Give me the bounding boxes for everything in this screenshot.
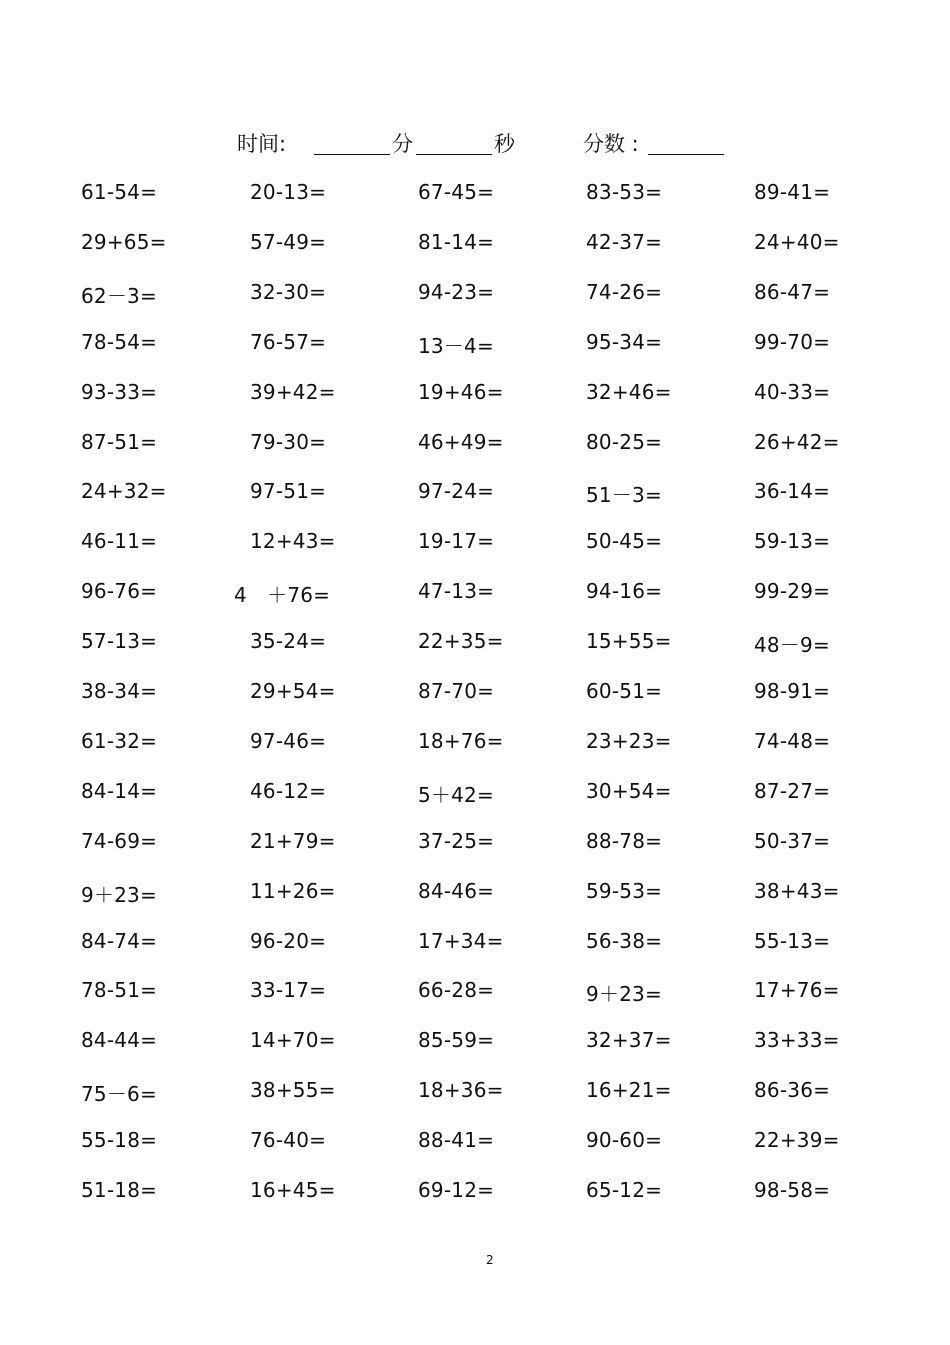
problem-row <box>0 579 950 609</box>
problem-item: 47-13= <box>418 579 495 604</box>
problem-item: 19+46= <box>418 379 504 404</box>
problem-item: 51－3= <box>586 483 662 508</box>
second-label: 秒 <box>494 132 515 156</box>
problem-item: 29+65= <box>81 229 167 254</box>
problem-item: 37-25= <box>418 828 495 853</box>
problem-item: 50-37= <box>754 828 831 853</box>
problem-item: 65-12= <box>586 1178 663 1202</box>
problem-item: 46-12= <box>250 778 327 803</box>
problem-item: 33-17= <box>250 978 327 1003</box>
problem-item: 84-46= <box>418 878 495 903</box>
problem-item: 88-78= <box>586 828 663 853</box>
problem-item: 38-34= <box>81 679 158 703</box>
problem-row <box>0 1078 950 1108</box>
problem-item: 4 ＋76= <box>234 583 331 608</box>
problem-item: 87-70= <box>418 679 495 703</box>
problem-item: 74-48= <box>754 728 831 753</box>
problem-item: 95-34= <box>586 329 663 354</box>
problem-item: 96-20= <box>250 928 327 953</box>
problem-item: 46+49= <box>418 429 504 454</box>
problem-item: 11+26= <box>250 878 336 903</box>
problem-row <box>0 230 950 260</box>
problem-item: 38+55= <box>250 1078 336 1103</box>
problem-item: 57-49= <box>250 229 327 254</box>
problem-row <box>0 280 950 310</box>
problem-item: 86-47= <box>754 279 831 304</box>
problem-item: 74-26= <box>586 279 663 304</box>
problem-item: 38+43= <box>754 878 840 903</box>
problem-item: 51-18= <box>81 1178 158 1202</box>
problem-item: 94-23= <box>418 279 495 304</box>
problem-item: 18+36= <box>418 1078 504 1103</box>
problem-row <box>0 879 950 909</box>
problem-item: 85-59= <box>418 1028 495 1053</box>
problem-item: 46-11= <box>81 529 158 554</box>
problem-item: 84-74= <box>81 928 158 953</box>
problem-item: 97-24= <box>418 479 495 504</box>
problem-item: 20-13= <box>250 180 327 204</box>
problem-item: 87-27= <box>754 778 831 803</box>
problem-item: 22+35= <box>418 629 504 654</box>
problem-item: 97-51= <box>250 479 327 504</box>
problem-row <box>0 529 950 559</box>
problem-item: 9＋23= <box>81 882 157 907</box>
problem-row <box>0 380 950 410</box>
problem-item: 76-40= <box>250 1128 327 1153</box>
problem-item: 9＋23= <box>586 982 662 1007</box>
problem-row <box>0 180 950 210</box>
problem-row <box>0 978 950 1008</box>
problem-item: 84-44= <box>81 1028 158 1053</box>
problem-row <box>0 1028 950 1058</box>
problem-item: 12+43= <box>250 529 336 554</box>
score-label: 分数 : <box>583 132 639 156</box>
problem-row <box>0 829 950 859</box>
problem-item: 88-41= <box>418 1128 495 1153</box>
problem-item: 32+37= <box>586 1028 672 1053</box>
problem-item: 18+76= <box>418 728 504 753</box>
problem-item: 32-30= <box>250 279 327 304</box>
problem-item: 17+34= <box>418 928 504 953</box>
problem-row <box>0 1128 950 1158</box>
problem-item: 90-60= <box>586 1128 663 1153</box>
minute-label: 分 <box>392 132 413 156</box>
problem-item: 59-13= <box>754 529 831 554</box>
problem-row <box>0 430 950 460</box>
problem-row <box>0 679 950 709</box>
problem-item: 19-17= <box>418 529 495 554</box>
problem-item: 24+40= <box>754 229 840 254</box>
problem-item: 32+46= <box>586 379 672 404</box>
problem-item: 35-24= <box>250 629 327 654</box>
problem-item: 93-33= <box>81 379 158 404</box>
problem-item: 22+39= <box>754 1128 840 1153</box>
problem-item: 50-45= <box>586 529 663 554</box>
problem-item: 83-53= <box>586 180 663 204</box>
problem-item: 14+70= <box>250 1028 336 1053</box>
problem-row <box>0 779 950 809</box>
problem-item: 61-54= <box>81 180 158 204</box>
problem-row <box>0 929 950 959</box>
problem-item: 5＋42= <box>418 782 494 807</box>
problem-item: 23+23= <box>586 728 672 753</box>
problem-item: 55-13= <box>754 928 831 953</box>
problem-item: 79-30= <box>250 429 327 454</box>
problem-item: 40-33= <box>754 379 831 404</box>
problem-item: 17+76= <box>754 978 840 1003</box>
problem-item: 67-45= <box>418 180 495 204</box>
problem-item: 99-70= <box>754 329 831 354</box>
problem-item: 78-51= <box>81 978 158 1003</box>
problem-item: 48－9= <box>754 633 830 658</box>
problem-item: 56-38= <box>586 928 663 953</box>
problem-item: 60-51= <box>586 679 663 703</box>
problem-row <box>0 729 950 759</box>
problem-item: 36-14= <box>754 479 831 504</box>
problem-item: 24+32= <box>81 479 167 504</box>
problem-item: 16+21= <box>586 1078 672 1103</box>
problem-item: 29+54= <box>250 679 336 703</box>
problem-item: 33+33= <box>754 1028 840 1053</box>
problem-item: 55-18= <box>81 1128 158 1153</box>
page-number: 2 <box>486 1253 494 1267</box>
problem-item: 74-69= <box>81 828 158 853</box>
problem-row <box>0 1178 950 1208</box>
problem-item: 69-12= <box>418 1178 495 1202</box>
problem-item: 59-53= <box>586 878 663 903</box>
problem-item: 94-16= <box>586 579 663 604</box>
problem-item: 97-46= <box>250 728 327 753</box>
problem-item: 75－6= <box>81 1082 157 1107</box>
problem-item: 61-32= <box>81 728 158 753</box>
problem-item: 87-51= <box>81 429 158 454</box>
problem-item: 76-57= <box>250 329 327 354</box>
problem-item: 42-37= <box>586 229 663 254</box>
problem-item: 15+55= <box>586 629 672 654</box>
problem-row <box>0 629 950 659</box>
problem-item: 84-14= <box>81 778 158 803</box>
problem-item: 13－4= <box>418 333 494 358</box>
problem-item: 78-54= <box>81 329 158 354</box>
problem-item: 89-41= <box>754 180 831 204</box>
problem-item: 86-36= <box>754 1078 831 1103</box>
problem-item: 98-91= <box>754 679 831 703</box>
problem-item: 16+45= <box>250 1178 336 1202</box>
problem-item: 39+42= <box>250 379 336 404</box>
time-label: 时间: <box>237 132 287 156</box>
problem-row <box>0 479 950 509</box>
problem-item: 98-58= <box>754 1178 831 1202</box>
problem-item: 57-13= <box>81 629 158 654</box>
problem-item: 30+54= <box>586 778 672 803</box>
problem-item: 21+79= <box>250 828 336 853</box>
problem-item: 26+42= <box>754 429 840 454</box>
problem-item: 81-14= <box>418 229 495 254</box>
problem-item: 62－3= <box>81 283 157 308</box>
problem-item: 80-25= <box>586 429 663 454</box>
problem-item: 96-76= <box>81 579 158 604</box>
problem-item: 99-29= <box>754 579 831 604</box>
problem-item: 66-28= <box>418 978 495 1003</box>
problem-row <box>0 330 950 360</box>
